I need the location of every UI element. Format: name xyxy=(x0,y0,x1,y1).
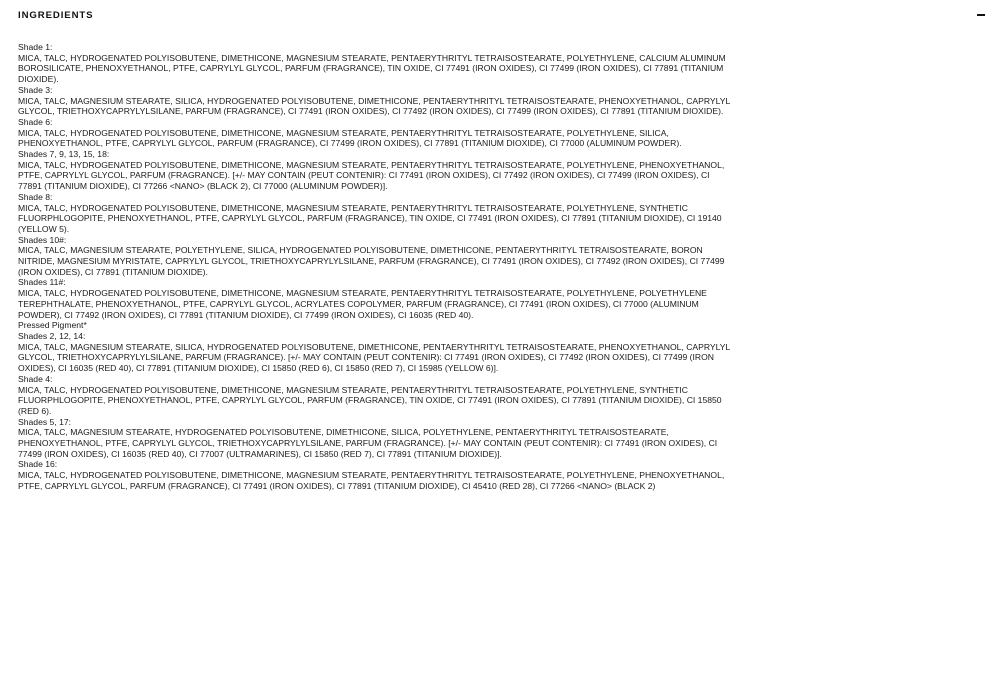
shade-label: Shades 11#: xyxy=(18,277,66,288)
shade-label: Shades 7, 9, 13, 15, 18: xyxy=(18,149,110,160)
section-title: INGREDIENTS xyxy=(18,10,94,21)
ingredient-text-line: MICA, TALC, HYDROGENATED POLYISOBUTENE, DIMETHICONE, MAGNESIUM STEARATE, PENTAERYTHRITYL TETRAISOSTEARATE, POLYETHYLENE, CALCIUM ALUMINUM xyxy=(18,52,726,63)
ingredient-text-line: (YELLOW 5). xyxy=(18,223,70,234)
shade-label: Shades 5, 17: xyxy=(18,416,72,427)
ingredients-accordion-header[interactable] xyxy=(18,0,990,30)
ingredient-text-line: FLUORPHLOGOPITE, PHENOXYETHANOL, PTFE, CAPRYLYL GLYCOL, PARFUM (FRAGRANCE), TIN OXIDE, CI 77491 (IRON OXIDES), CI 77891 (TITANIUM DIOXIDE), CI 19140 xyxy=(18,213,722,224)
ingredient-text-line: MICA, TALC, HYDROGENATED POLYISOBUTENE, DIMETHICONE, MAGNESIUM STEARATE, PENTAERYTHRITYL TETRAISOSTEARATE, POLYETHYLENE, PHENOXYETHANOL, xyxy=(18,470,725,481)
ingredient-text-line: OXIDES), CI 16035 (RED 40), CI 77891 (TITANIUM DIOXIDE), CI 15850 (RED 6), CI 15850 (RED 7), CI 15985 (YELLOW 6)]. xyxy=(18,363,499,374)
ingredient-text-line: PHENOXYETHANOL, PTFE, CAPRYLYL GLYCOL, TRIETHOXYCAPRYLYLSILANE, PARFUM (FRAGRANCE). [+/- MAY CONTAIN (PEUT CONTENIR): CI 77491 (IRON OXIDES), CI xyxy=(18,438,718,449)
ingredient-text-line: NITRIDE, MAGNESIUM MYRISTATE, CAPRYLYL GLYCOL, TRIETHOXYCAPRYLYLSILANE, PARFUM (FRAGRANCE), CI 77491 (IRON OXIDES), CI 77492 (IRON OXIDES), CI 77499 xyxy=(18,256,725,267)
ingredient-text-line: MICA, TALC, HYDROGENATED POLYISOBUTENE, DIMETHICONE, MAGNESIUM STEARATE, PENTAERYTHRITYL TETRAISOSTEARATE, POLYETHYLENE, SYNTHETIC xyxy=(18,384,688,395)
ingredient-text-line: BOROSILICATE, PHENOXYETHANOL, PTFE, CAPRYLYL GLYCOL, PARFUM (FRAGRANCE), TIN OXIDE, CI 77491 (IRON OXIDES), CI 77499 (IRON OXIDES), CI 77891 (TITANIUM xyxy=(18,63,724,74)
shade-label: Shade 1: xyxy=(18,42,53,52)
ingredient-text-line: TEREPHTHALATE, PHENOXYETHANOL, PTFE, CAPRYLYL GLYCOL, ACRYLATES COPOLYMER, PARFUM (FRAGRANCE), CI 77491 (IRON OXIDES), CI 77000 (ALUMINUM xyxy=(18,298,699,309)
ingredient-text-line: MICA, TALC, HYDROGENATED POLYISOBUTENE, DIMETHICONE, MAGNESIUM STEARATE, PENTAERYTHRITYL TETRAISOSTEARATE, POLYETHYLENE, PHENOXYETHANOL, xyxy=(18,159,725,170)
shade-label: Shade 4: xyxy=(18,373,53,384)
ingredient-text-line: (IRON OXIDES), CI 77891 (TITANIUM DIOXIDE). xyxy=(18,266,208,277)
ingredient-text-line: MICA, TALC, MAGNESIUM STEARATE, POLYETHYLENE, SILICA, HYDROGENATED POLYISOBUTENE, DIMETHICONE, PENTAERYTHRITYL TETRAISOSTEARATE, BORON xyxy=(18,245,703,256)
ingredient-text-line: (RED 6). xyxy=(18,405,52,416)
ingredient-text-line: 77499 (IRON OXIDES), CI 16035 (RED 40), CI 77007 (ULTRAMARINES), CI 15850 (RED 7), CI 77891 (TITANIUM DIOXIDE)]. xyxy=(18,448,502,459)
ingredient-text-line: GLYCOL, TRIETHOXYCAPRYLYLSILANE, PARFUM (FRAGRANCE). [+/- MAY CONTAIN (PEUT CONTENIR): CI 77491 (IRON OXIDES), CI 77492 (IRON OXIDES), CI 77499 (IRON xyxy=(18,352,715,363)
ingredient-text-line: 77891 (TITANIUM DIOXIDE), CI 77266 <NANO> (BLACK 2), CI 77000 (ALUMINUM POWDER)]. xyxy=(18,181,388,192)
minus-icon[interactable] xyxy=(974,8,988,22)
ingredient-text-line: MICA, TALC, MAGNESIUM STEARATE, SILICA, HYDROGENATED POLYISOBUTENE, DIMETHICONE, PENTAERYTHRITYL TETRAISOSTEARATE, PHENOXYETHANOL, CAPRYLYL xyxy=(18,341,731,352)
ingredients-list xyxy=(18,30,990,492)
shade-label: Shade 8: xyxy=(18,191,53,202)
ingredient-text-line: MICA, TALC, MAGNESIUM STEARATE, SILICA, HYDROGENATED POLYISOBUTENE, DIMETHICONE, PENTAERYTHRITYL TETRAISOSTEARATE, PHENOXYETHANOL, CAPRYLYL xyxy=(18,95,731,106)
ingredient-text-line: MICA, TALC, HYDROGENATED POLYISOBUTENE, DIMETHICONE, MAGNESIUM STEARATE, PENTAERYTHRITYL TETRAISOSTEARATE, POLYETHYLENE, POLYETHYLENE xyxy=(18,288,707,299)
shade-label: Shade 6: xyxy=(18,116,53,127)
ingredient-text-line: GLYCOL, TRIETHOXYCAPRYLYLSILANE, PARFUM (FRAGRANCE), CI 77491 (IRON OXIDES), CI 77492 (IRON OXIDES), CI 77499 (IRON OXIDES), CI 77891 (TITANIUM DIOXIDE). xyxy=(18,106,724,117)
ingredient-text-line: PHENOXYETHANOL, PTFE, CAPRYLYL GLYCOL, PARFUM (FRAGRANCE), CI 77499 (IRON OXIDES), CI 77891 (TITANIUM DIOXIDE), CI 77000 (ALUMINUM POWDER). xyxy=(18,138,682,149)
ingredient-text-line: MICA, TALC, HYDROGENATED POLYISOBUTENE, DIMETHICONE, MAGNESIUM STEARATE, PENTAERYTHRITYL TETRAISOSTEARATE, POLYETHYLENE, SILICA, xyxy=(18,127,669,138)
shade-label: Shades 2, 12, 14: xyxy=(18,330,86,341)
ingredient-text-line: PTFE, CAPRYLYL GLYCOL, PARFUM (FRAGRANCE), CI 77491 (IRON OXIDES), CI 77891 (TITANIUM DIOXIDE), CI 45410 (RED 28), CI 77266 <NANO> (BLACK 2) xyxy=(18,480,656,491)
ingredient-text-line: PTFE, CAPRYLYL GLYCOL, PARFUM (FRAGRANCE). [+/- MAY CONTAIN (PEUT CONTENIR): CI 77491 (IRON OXIDES), CI 77492 (IRON OXIDES), CI 77499 (IRON OXIDES), CI xyxy=(18,170,710,181)
shade-label: Shades 10#: xyxy=(18,234,67,245)
ingredient-text-line: DIOXIDE). xyxy=(18,74,59,85)
ingredient-text-line: POWDER), CI 77492 (IRON OXIDES), CI 77891 (TITANIUM DIOXIDE), CI 77499 (IRON OXIDES), CI 16035 (RED 40). xyxy=(18,309,474,320)
ingredient-text-line: MICA, TALC, HYDROGENATED POLYISOBUTENE, DIMETHICONE, MAGNESIUM STEARATE, PENTAERYTHRITYL TETRAISOSTEARATE, POLYETHYLENE, SYNTHETIC xyxy=(18,202,688,213)
shade-label: Shade 3: xyxy=(18,84,53,95)
shade-label: Pressed Pigment* xyxy=(18,320,87,331)
ingredient-text-line: MICA, TALC, MAGNESIUM STEARATE, HYDROGENATED POLYISOBUTENE, DIMETHICONE, SILICA, POLYETHYLENE, PENTAERYTHRITYL TETRAISOSTEARATE, xyxy=(18,427,669,438)
ingredient-text-line: FLUORPHLOGOPITE, PHENOXYETHANOL, PTFE, CAPRYLYL GLYCOL, PARFUM (FRAGRANCE), TIN OXIDE, CI 77491 (IRON OXIDES), CI 77891 (TITANIUM DIOXIDE), CI 15850 xyxy=(18,395,722,406)
shade-label: Shade 16: xyxy=(18,459,58,470)
